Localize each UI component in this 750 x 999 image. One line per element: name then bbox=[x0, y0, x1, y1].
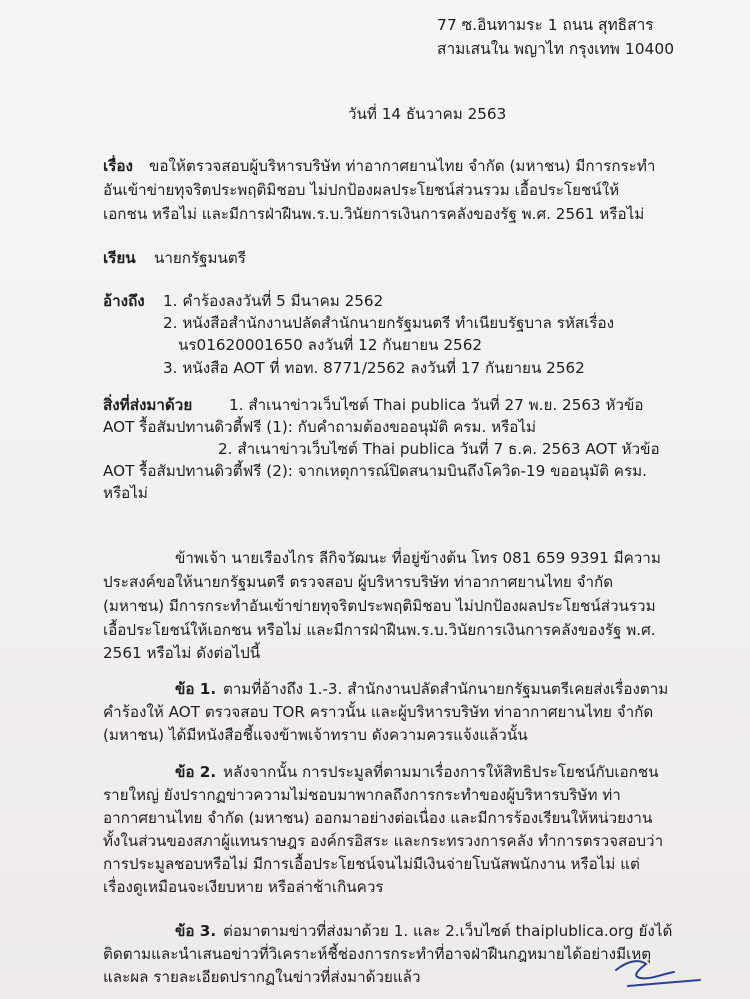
subject-label: เรื่อง bbox=[103, 157, 133, 175]
letter-date: วันที่ 14 ธันวาคม 2563 bbox=[348, 105, 507, 123]
intro-line-4: เอื้อประโยชน์ให้เอกชน หรือไม่ และมีการฝ่าฝืนพ.ร.บ.วินัยการเงินการคลังของรัฐ พ.ศ. bbox=[103, 621, 656, 639]
clause-1-line-1: ตามที่อ้างถึง 1.-3. สำนักงานปลัดสำนักนายกรัฐมนตรีเคยส่งเรื่องตาม bbox=[223, 680, 669, 698]
references-label: อ้างถึง bbox=[103, 292, 145, 310]
enclosure-item-1-cont: AOT รื้อสัมปทานดิวตี้ฟรี (1): กับคำถามต้องขออนุมัติ ครม. หรือไม่ bbox=[103, 418, 537, 436]
enclosure-item-2-end: หรือไม่ bbox=[103, 484, 148, 502]
reference-item-2-cont: นร01620001650 ลงวันที่ 12 กันยายน 2562 bbox=[178, 336, 483, 354]
intro-line-5: 2561 หรือไม่ ดังต่อไปนี้ bbox=[103, 644, 261, 662]
subject-line-3: เอกชน หรือไม่ และมีการฝ่าฝืนพ.ร.บ.วินัยการเงินการคลังของรัฐ พ.ศ. 2561 หรือไม่ bbox=[103, 205, 645, 223]
subject-line-1: ขอให้ตรวจสอบผู้บริหารบริษัท ท่าอากาศยานไทย จำกัด (มหาชน) มีการกระทำ bbox=[149, 157, 656, 175]
enclosure-item-2-cont: AOT รื้อสัมปทานดิวตี้ฟรี (2): จากเหตุการณ์ปิดสนามบินถึงโควิด-19 ขออนุมัติ ครม. bbox=[103, 462, 647, 480]
clause-2-label: ข้อ 2. bbox=[175, 763, 217, 781]
clause-2-line-6: เรื่องดูเหมือนจะเงียบหาย หรือล่าช้าเกินควร bbox=[103, 878, 384, 896]
clause-1-line-2: คำร้องให้ AOT ตรวจสอบ TOR คราวนั้น และผู้บริหารบริษัท ท่าอากาศยานไทย จำกัด bbox=[103, 703, 654, 721]
clause-3-line-1: ต่อมาตามข่าวที่ส่งมาด้วย 1. และ 2.เว็บไซต์ thaiplublica.org ยังได้ bbox=[223, 922, 673, 940]
signature-mark bbox=[588, 944, 708, 994]
intro-line-1: ข้าพเจ้า นายเรืองไกร ลีกิจวัฒนะ ที่อยู่ข้างต้น โทร 081 659 9391 มีความ bbox=[175, 549, 661, 567]
clause-1-line-3: (มหาชน) ได้มีหนังสือชี้แจงข้าพเจ้าทราบ ดังความควรแจ้งแล้วนั้น bbox=[103, 726, 528, 744]
recipient-name: นายกรัฐมนตรี bbox=[154, 249, 246, 267]
subject-line-2: อันเข้าข่ายทุจริตประพฤติมิชอบ ไม่ปกป้องผลประโยชน์ส่วนรวม เอื้อประโยชน์ให้ bbox=[103, 181, 620, 199]
enclosure-item-2: 2. สำเนาข่าวเว็บไซต์ Thai publica วันที่ 7 ธ.ค. 2563 AOT หัวข้อ bbox=[218, 440, 660, 458]
enclosures-label: สิ่งที่ส่งมาด้วย bbox=[103, 396, 193, 414]
clause-2-line-1: หลังจากนั้น การประมูลที่ตามมาเรื่องการให้สิทธิประโยชน์กับเอกชน bbox=[223, 763, 659, 781]
clause-1-label: ข้อ 1. bbox=[175, 680, 217, 698]
clause-2-line-4: ทั้งในส่วนของสภาผู้แทนราษฎร องค์กรอิสระ และกระทรวงการคลัง ทำการตรวจสอบว่า bbox=[103, 832, 664, 850]
intro-line-3: (มหาชน) มีการกระทำอันเข้าข่ายทุจริตประพฤติมิชอบ ไม่ปกป้องผลประโยชน์ส่วนรวม bbox=[103, 597, 656, 615]
clause-2-line-5: การประมูลชอบหรือไม่ มีการเอื้อประโยชน์จนไม่มีเงินจ่ายโบนัสพนักงาน หรือไม่ แต่ bbox=[103, 855, 640, 873]
clause-2-line-2: รายใหญ่ ยังปรากฏข่าวความไม่ชอบมาพากลถึงการกระทำของผู้บริหารบริษัท ท่า bbox=[103, 786, 621, 804]
clause-3-line-2: ติดตามและนำเสนอข่าวที่วิเคราะห์ชี้ช่องการกระทำที่อาจฝ่าฝืนกฎหมายได้อย่างมีเหตุ bbox=[103, 945, 652, 963]
intro-line-2: ประสงค์ขอให้นายกรัฐมนตรี ตรวจสอบ ผู้บริหารบริษัท ท่าอากาศยานไทย จำกัด bbox=[103, 573, 614, 591]
enclosure-item-1: 1. สำเนาข่าวเว็บไซต์ Thai publica วันที่ 27 พ.ย. 2563 หัวข้อ bbox=[229, 396, 644, 414]
clause-3-label: ข้อ 3. bbox=[175, 922, 217, 940]
reference-item-3: 3. หนังสือ AOT ที่ ทอท. 8771/2562 ลงวันที่ 17 กันยายน 2562 bbox=[163, 359, 585, 377]
sender-address-line-1: 77 ซ.อินทามระ 1 ถนน สุทธิสาร bbox=[437, 16, 654, 34]
recipient-label: เรียน bbox=[103, 249, 136, 267]
reference-item-1: 1. คำร้องลงวันที่ 5 มีนาคม 2562 bbox=[163, 292, 384, 310]
clause-2-line-3: อากาศยานไทย จำกัด (มหาชน) ออกมาอย่างต่อเนื่อง และมีการร้องเรียนให้หน่วยงาน bbox=[103, 809, 653, 827]
reference-item-2: 2. หนังสือสำนักงานปลัดสำนักนายกรัฐมนตรี ทำเนียบรัฐบาล รหัสเรื่อง bbox=[163, 314, 615, 332]
sender-address-line-2: สามเสนใน พญาไท กรุงเทพ 10400 bbox=[437, 40, 675, 58]
clause-3-line-3: และผล รายละเอียดปรากฏในข่าวที่ส่งมาด้วยแล้ว bbox=[103, 968, 421, 986]
